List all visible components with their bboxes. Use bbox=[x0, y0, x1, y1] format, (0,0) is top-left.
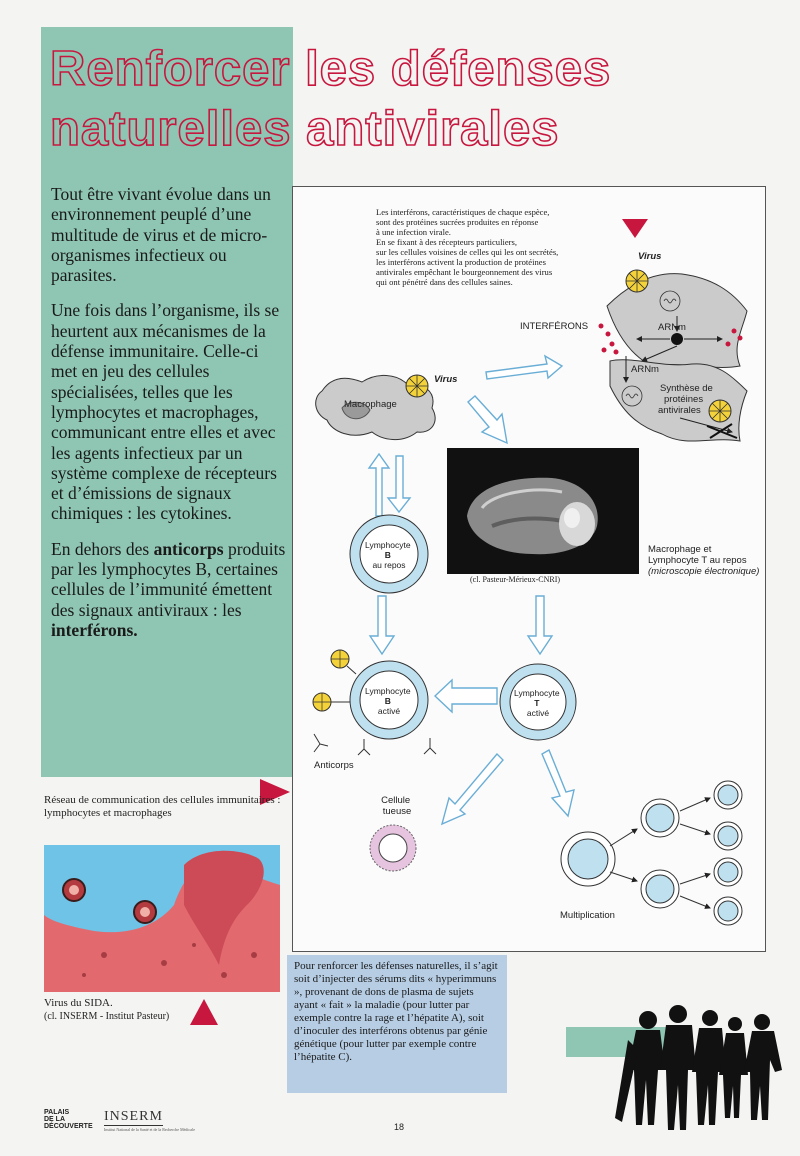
network-caption: Réseau de communication des cellules immunitaires : lymphocytes et macrophages bbox=[44, 794, 281, 819]
interferons-label: INTERFÉRONS bbox=[520, 321, 589, 332]
hiv-photo bbox=[44, 845, 280, 992]
svg-text:Lymphocyte T activ: Lymphocyte T activé bbox=[514, 688, 560, 718]
intro-paragraph-3: En dehors des anticorps produits par les lymphocytes B, certaines cellules de l’immunité émettent des signaux antiviraux : les interférons. bbox=[51, 538, 286, 640]
macrophage-label: Macrophage bbox=[344, 399, 397, 410]
hiv-caption: Virus du SIDA. (cl. INSERM - Institut Pasteur) bbox=[44, 997, 170, 1022]
svg-text:Lymphocyte B au re: Lymphocyte B au repos bbox=[365, 540, 411, 570]
info-box: Pour renforcer les défenses naturelles, il s’agit soit d’injecter des sérums dits « hyperimmuns », provenant de dons de plasma de sujets ayant « fait » la maladie (pour lutter par exemple contre la rage et l’hépatite A), soit d’inoculer des interférons obtenus par génie génétique (pour lutter par exemple contre l’hépatite C). bbox=[287, 955, 507, 1093]
electron-microscope-photo bbox=[447, 448, 639, 574]
lymphocyte-t-activated bbox=[500, 664, 576, 740]
intro-text bbox=[51, 184, 289, 655]
svg-text:Lymphocyte B activ: Lymphocyte B activé bbox=[365, 686, 411, 716]
interferons-term: interférons. bbox=[51, 619, 138, 640]
anticorps-label: Anticorps bbox=[314, 760, 354, 771]
multiplication-cells bbox=[561, 781, 742, 925]
cellule-tueuse-label: Cellule tueuse bbox=[381, 795, 412, 817]
lymphocyte-b-activated bbox=[313, 650, 436, 755]
virus-label: Virus bbox=[638, 251, 662, 262]
arnm-label-2: ARNm bbox=[631, 364, 659, 375]
synthese-label: Synthèse de protéines antivirales bbox=[658, 383, 713, 416]
multiplication-label: Multiplication bbox=[560, 910, 615, 921]
red-pointer-icon bbox=[622, 219, 648, 238]
immune-diagram bbox=[292, 186, 764, 950]
photo-caption: Macrophage et Lymphocyte T au repos (microscopie électronique) bbox=[648, 544, 760, 577]
people-silhouettes-icon bbox=[610, 1000, 788, 1138]
red-pointer-icon-3 bbox=[188, 997, 220, 1027]
killer-cell bbox=[370, 825, 416, 871]
palais-decouverte-logo: PALAIS DE LA DÉCOUVERTE bbox=[44, 1109, 93, 1130]
infected-cell bbox=[520, 251, 747, 441]
inserm-logo-subtitle: Institut National de la Santé et de la Recherche Médicale bbox=[104, 1127, 195, 1132]
nucleus-dot bbox=[671, 333, 683, 345]
page-number: 18 bbox=[394, 1122, 405, 1132]
inserm-logo: INSERM bbox=[104, 1109, 163, 1124]
intro-paragraph-1: Tout être vivant évolue dans un environnement peuplé d’une multitude de virus et de micro-organismes infectieux ou parasites. bbox=[51, 184, 271, 286]
macrophage bbox=[316, 374, 458, 440]
arnm-label: ARNm bbox=[658, 322, 686, 333]
photo-credit: (cl. Pasteur-Mérieux-CNRI) bbox=[470, 575, 561, 584]
interferon-note: Les interférons, caractéristiques de chaque espèce, sont des protéines sucrées produites en réponse à une infection virale. En se fixant à des récepteurs particuliers, sur les cellules voisines de celles qui les ont secrétés, les interférons activent la production de protéines antivirales empêchant le bourgeonnement des virus qui ont pénétré dans des cellules saines. bbox=[376, 207, 559, 287]
page-title-line-2: naturelles antivirales bbox=[50, 102, 560, 156]
intro-paragraph-2: Une fois dans l’organisme, ils se heurtent aux mécanismes de la défense immunitaire. Celle-ci met en jeu des cellules spécialisées, telles que les lymphocytes et macrophages, communicant entre elles et avec les agents infectieux par un système complexe de récepteurs et d’émissions de signaux chimiques : les cytokines. bbox=[51, 300, 280, 524]
lymphocyte-b-resting bbox=[350, 515, 428, 593]
virus-label-2: Virus bbox=[434, 374, 458, 385]
anticorps-term: anticorps bbox=[153, 538, 224, 559]
page-title-line-1: Renforcer les défenses bbox=[50, 42, 612, 96]
